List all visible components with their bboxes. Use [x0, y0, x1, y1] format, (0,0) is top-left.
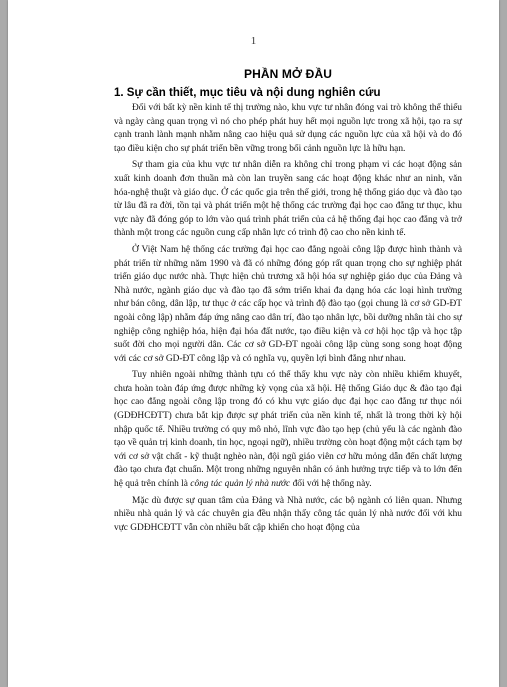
paragraph-4 [114, 369, 462, 491]
paragraph-2: Sự tham gia của khu vực tư nhân diễn ra không chỉ trong phạm vi các hoạt động sản xuất kinh doanh đơn thuần mà còn lan truyền sang các hoạt động khác như an ninh, văn hóa-nghệ thuật và giáo dục. Ở các quốc gia trên thế giới, trong hệ thống giáo dục và đào tạo từ lâu đã ra đời, tồn tại và phát triển một hệ thống các trường đại học cao đẳng tư thục, khu vực này đã đóng góp to lớn vào quá trình phát triển của cả hệ thống đại học cao đẳng và trở thành một trong các nguồn cung cấp nhân lực có trình độ cao cho nền kinh tế. [114, 160, 462, 239]
paragraph-3: Ở Việt Nam hệ thống các trường đại học cao đẳng ngoài công lập được hình thành và phát triển từ những năm 1990 và đã có những đóng góp rất quan trọng cho sự nghiệp phát triển giáo dục nước nhà. Thực hiện chủ trương xã hội hóa sự nghiệp giáo dục của Đảng và Nhà nước, ngành giáo dục và đào tạo đã sớm triển khai đa dạng hóa các loại hình trường như bán công, dân lập, tư thục ở các cấp học và trình độ đào tạo (gọi chung là cơ sở GD-ĐT ngoài công lập) nhằm đáp ứng nâng cao dân trí, đào tạo nhân lực, bồi dưỡng nhân tài cho sự nghiệp công nghiệp hóa, hiện đại hóa đất nước, tạo điều kiện và cơ hội học tập và học tập suốt đời cho mọi người dân. Các cơ sở GD-ĐT ngoài công lập cùng song song hoạt động với các cơ sở GD-ĐT công lập và có nghĩa vụ, quyền lợi bình đẳng như nhau. [114, 244, 462, 364]
document-page [8, 0, 499, 687]
paragraph-4-tail: đối với hệ thống này. [290, 479, 372, 490]
paragraph-5: Mặc dù được sự quan tâm của Đảng và Nhà nước, các bộ ngành có liên quan. Nhưng nhiều nhà quản lý và các chuyên gia đều nhận thấy công tác quản lý nhà nước đối với khu vực GDĐHCĐTT vẫn còn nhiều bất cập khiến cho hoạt động của [114, 495, 462, 533]
page-content [114, 66, 462, 538]
section-heading: 1. Sự cần thiết, mục tiêu và nội dung nghiên cứu [114, 87, 381, 99]
page-number: 1 [250, 35, 257, 47]
emphasized-phrase: công tác quản lý nhà nước [190, 479, 291, 490]
document-title: PHẦN MỞ ĐẦU [243, 67, 332, 81]
paragraph-1: Đối với bất kỳ nền kinh tế thị trường nào, khu vực tư nhân đóng vai trò không thể thiếu và ngày càng quan trọng vì nó cho phép phát huy hết mọi nguồn lực trong xã hội, tạo ra sự cạnh tranh lành mạnh nhằm nâng cao hiệu quả sử dụng các nguồn lực của xã hội và do đó tạo điều kiện cho sự phát triển bền vững trong bối cảnh nguồn lực là hữu hạn. [114, 103, 462, 154]
paragraph-4-text: Tuy nhiên ngoài những thành tựu có thể thấy khu vực này còn nhiều khiếm khuyết, chưa hoàn toàn đáp ứng được những kỳ vọng của xã hội. Hệ thống Giáo dục & đào tạo đại học cao đẳng ngoài công lập trong đó có khu vực giáo dục đại học cao đẳng tư thục nói (GDĐHCĐTT) chưa bắt kịp được sự phát triển của nền kinh tế, nhất là trong thời kỳ hội nhập quốc tế. Nhiều trường có quy mô nhỏ, lĩnh vực đào tạo hẹp (chủ yếu là các ngành đào tạo về quản trị kinh doanh, tin học, ngoại ngữ), nhiều trường còn hoạt động một cách tạm bợ với cơ sở vật chất - kỹ thuật nghèo nàn, đội ngũ giáo viên cơ hữu mỏng dẫn đến chất lượng đào tạo chưa đạt chuẩn. Một trong những nguyên nhân có ảnh hưởng trực tiếp và to lớn đến hệ quả trên chính là [114, 370, 462, 490]
